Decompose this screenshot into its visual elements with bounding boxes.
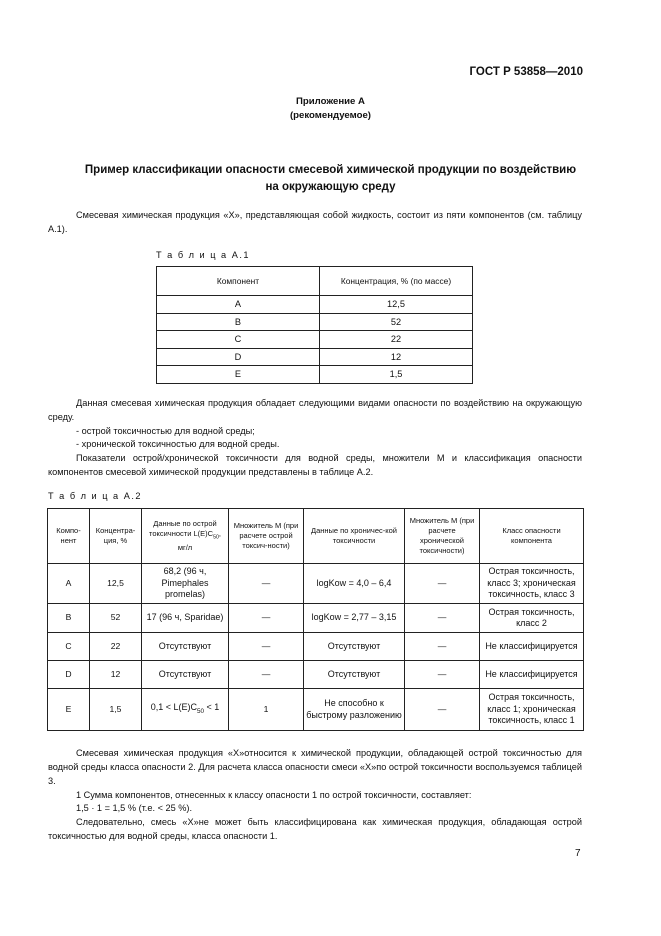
title-line-2: на окружающую среду [265, 181, 396, 193]
table-cell: С [157, 331, 320, 349]
table-cell: — [405, 564, 480, 604]
table-cell: 12 [90, 661, 142, 689]
paragraph-indicators: Показатели острой/хронической токсичности для водной среды, множители М и классификация опасности компонентов смесевой химической продукции представлены в таблице А.2. [48, 453, 582, 478]
table-row [48, 661, 584, 689]
table-header-cell: Компонент [157, 267, 320, 296]
table-cell: 1,5 [320, 366, 473, 384]
table-cell: Острая токсичность, класс 1; хроническая токсичность, класс 1 [480, 689, 584, 731]
table-row [157, 348, 473, 366]
standard-number: ГОСТ Р 53858—2010 [469, 66, 583, 78]
table-cell: — [405, 661, 480, 689]
table-header-cell: Концентра-ция, % [90, 509, 142, 564]
table-header-cell: Данные по хроничес-кой токсичности [304, 509, 405, 564]
paragraph-sum: 1 Сумма компонентов, отнесенных к классу опасности 1 по острой токсичности, составляет: [76, 790, 472, 800]
appendix-heading [0, 95, 661, 123]
table-header-cell: Концентрация, % (по массе) [320, 267, 473, 296]
table-cell: — [405, 604, 480, 633]
table-cell: — [229, 661, 304, 689]
table-cell: 68,2 (96 ч, Pimephales promelas) [142, 564, 229, 604]
table-cell: logKow = 2,77 – 3,15 [304, 604, 405, 633]
table-cell: 1,5 [90, 689, 142, 731]
table-row [48, 604, 584, 633]
table2-caption: Т а б л и ц а А.2 [48, 491, 143, 501]
paragraph-conclusion: Следовательно, смесь «Х»не может быть классифицирована как химическая продукция, обладающая острой токсичностью для водной среды, класса опасности 1. [48, 817, 582, 842]
table-cell: Не классифицируется [480, 633, 584, 661]
table-row [48, 564, 584, 604]
table-cell: 22 [90, 633, 142, 661]
table-cell: Отсутствуют [142, 661, 229, 689]
table-cell: Острая токсичность, класс 2 [480, 604, 584, 633]
table-header-cell: Множитель М (при расчете хронической токсичности) [405, 509, 480, 564]
table-cell: — [405, 689, 480, 731]
table-cell: 12,5 [90, 564, 142, 604]
table-header-cell: Множитель М (при расчете острой токсич-ности) [229, 509, 304, 564]
table-cell: Отсутствуют [304, 633, 405, 661]
table-cell: А [48, 564, 90, 604]
table-cell: 12 [320, 348, 473, 366]
table-cell: D [157, 348, 320, 366]
table-cell: — [229, 633, 304, 661]
table-row [157, 313, 473, 331]
table-cell: — [229, 564, 304, 604]
table-cell: В [157, 313, 320, 331]
table-cell: Острая токсичность, класс 3; хроническая токсичность, класс 3 [480, 564, 584, 604]
table-cell: А [157, 296, 320, 314]
table-header-cell: Данные по острой токсичности $L(E)C_{50}$, мг/л [142, 509, 229, 564]
table-header-cell: Класс опасности компонента [480, 509, 584, 564]
table-cell: 12,5 [320, 296, 473, 314]
table-cell: 1 [229, 689, 304, 731]
title-line-1: Пример классификации опасности смесевой химической продукции по воздействию [84, 164, 577, 176]
table-cell: 52 [90, 604, 142, 633]
appendix-subtitle: (рекомендуемое) [289, 110, 371, 121]
paragraph-classification: Смесевая химическая продукция «Х»относится к химической продукции, обладающей острой токсичностью для водной среды класса опасности 2. Для расчета класса опасности смеси «Х»по острой токсичности воспользуемся таблицей 3. [48, 748, 582, 787]
table-header-row [48, 509, 584, 564]
intro-paragraph: Смесевая химическая продукция «Х», представляющая собой жидкость, состоит из пяти компонентов (см. таблицу А.1). [48, 210, 582, 235]
table-cell: Не классифицируется [480, 661, 584, 689]
table-a1 [156, 266, 473, 384]
table-cell: Отсутствуют [304, 661, 405, 689]
table-cell: $0,1 < L(E)C_{50} < 1$ [142, 689, 229, 731]
table-cell: Не способно к быстрому разложению [304, 689, 405, 731]
table-header-row [157, 267, 473, 296]
page-number: 7 [575, 848, 581, 859]
table-cell: 22 [320, 331, 473, 349]
table-cell: Отсутствуют [142, 633, 229, 661]
table-cell: С [48, 633, 90, 661]
table-cell: Е [157, 366, 320, 384]
appendix-title: Приложение А [296, 96, 365, 107]
paragraph-hazards: Данная смесевая химическая продукция обладает следующими видами опасности по воздействию на окружающую среду. [48, 398, 582, 423]
paragraph-calculation: 1,5 · 1 = 1,5 % (т.е. < 25 %). [76, 803, 193, 813]
table1-caption: Т а б л и ц а А.1 [156, 250, 251, 260]
table-cell: 52 [320, 313, 473, 331]
table-row [157, 296, 473, 314]
document-title [60, 162, 601, 196]
table-cell: Е [48, 689, 90, 731]
table-cell: В [48, 604, 90, 633]
table-row [48, 633, 584, 661]
table-row [157, 366, 473, 384]
table-cell: 17 (96 ч, Sparidae) [142, 604, 229, 633]
table-row [48, 689, 584, 731]
table-cell: — [229, 604, 304, 633]
table-cell: D [48, 661, 90, 689]
table-row [157, 331, 473, 349]
bullet-acute: - острой токсичностью для водной среды; [76, 426, 255, 436]
table-cell: logKow = 4,0 – 6,4 [304, 564, 405, 604]
table-cell: — [405, 633, 480, 661]
bullet-chronic: - хронической токсичностью для водной среды. [76, 439, 280, 449]
table-header-cell: Компо-нент [48, 509, 90, 564]
table-a2 [47, 508, 584, 731]
